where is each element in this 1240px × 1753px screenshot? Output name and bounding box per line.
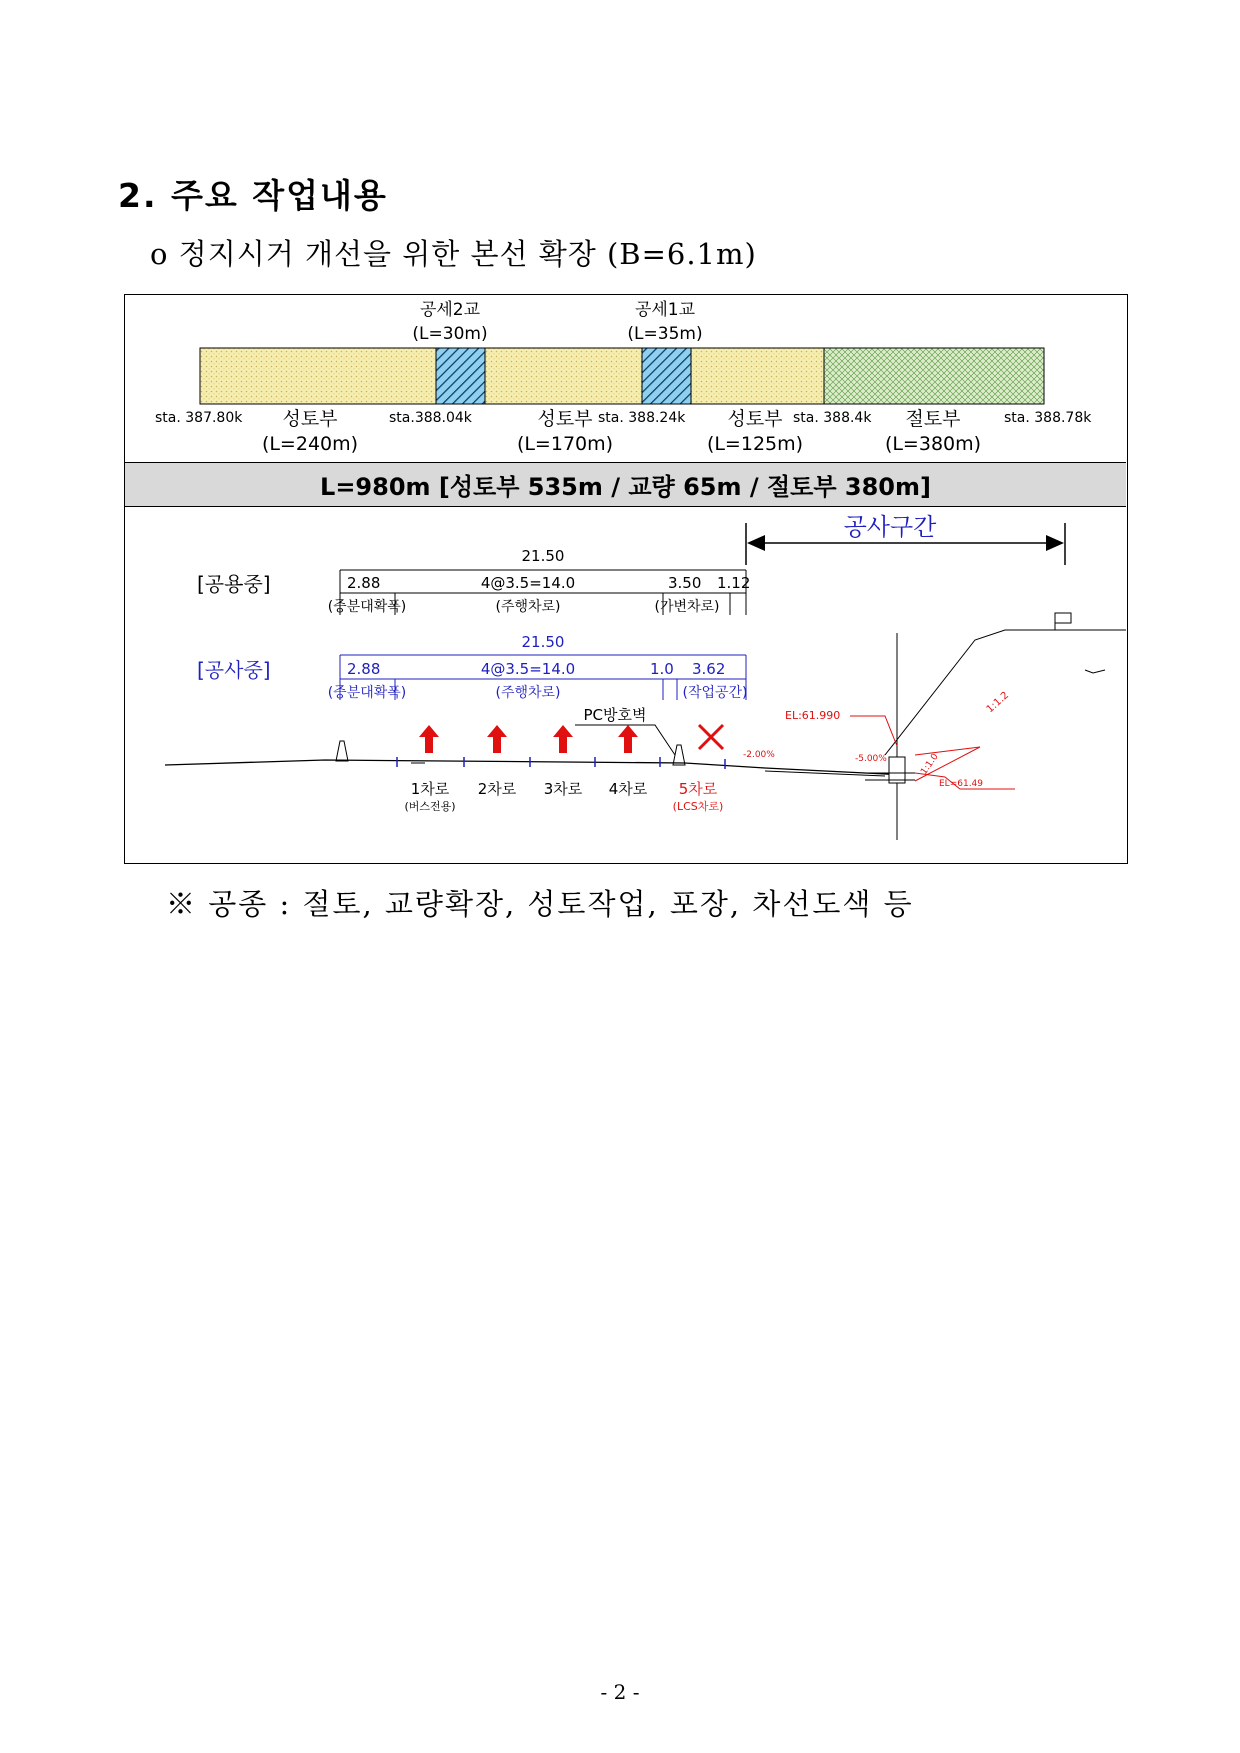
section-heading: 2. 주요 작업내용 (118, 176, 388, 215)
lane-2-arrow-icon (487, 725, 507, 753)
plan-summary: L=980m [성토부 535m / 교량 65m / 절토부 380m] (320, 473, 931, 501)
lane-1-arrow-icon (419, 725, 439, 753)
figure-box (124, 294, 1128, 864)
in-use-median: 2.88 (347, 574, 381, 592)
lane-4-label: 4차로 (608, 780, 648, 798)
station-2: sta.388.04k (389, 410, 472, 426)
work-types-note: ※ 공종 : 절토, 교량확장, 성토작업, 포장, 차선도색 등 (166, 887, 914, 921)
segment-4-length: (L=380m) (884, 433, 982, 455)
bridge1-name: 공세1교 (634, 300, 696, 320)
figure-drawing (125, 295, 1126, 862)
fill-section-1 (200, 348, 436, 404)
road-surface (165, 760, 905, 775)
lane-5-sublabel: (LCS차로) (672, 800, 724, 813)
construction-median-label: (중분대확폭) (327, 685, 407, 701)
flag-icon (1055, 613, 1071, 623)
bridge-section-2 (436, 348, 485, 404)
bullet-text: o 정지시거 개선을 위한 본선 확장 (B=6.1m) (150, 237, 757, 271)
slope-road-label: -2.00% (743, 750, 775, 760)
in-use-label: [공용중] (197, 572, 271, 596)
el-top-label: EL:61.990 (785, 709, 841, 722)
segment-4-name: 절토부 (905, 408, 961, 430)
slope-fill-label: 1:1.0 (919, 752, 941, 777)
lane-1-label: 1차로 (410, 780, 450, 798)
el-bottom-label: EL=61.49 (939, 779, 984, 789)
construction-lanes: 4@3.5=14.0 (480, 660, 576, 678)
in-use-median-label: (중분대확폭) (327, 599, 407, 615)
page-number: - 2 - (600, 1680, 640, 1704)
median-barrier-icon (336, 741, 348, 761)
station-3: sta. 388.24k (598, 410, 686, 426)
segment-2-name: 성토부 (537, 408, 593, 430)
in-use-lanes-label: (주행차로) (495, 599, 561, 615)
barrier-label: PC방호벽 (583, 706, 647, 724)
in-use-variable: 3.50 (668, 574, 702, 592)
lane-arrows (419, 725, 638, 753)
bridge1-length: (L=35m) (627, 324, 703, 344)
lane-3-label: 3차로 (543, 780, 583, 798)
slope-cut-label: 1:1.2 (984, 689, 1012, 716)
plan-summary-band (125, 462, 1126, 507)
slope-shoulder-label: -5.00% (855, 754, 887, 764)
segment-3-name: 성토부 (727, 408, 783, 430)
fill-section-3 (691, 348, 824, 404)
construction-median: 2.88 (347, 660, 381, 678)
lane-1-sublabel: (버스전용) (404, 800, 456, 813)
closed-lane-x-icon (699, 725, 723, 749)
station-1: sta. 387.80k (155, 410, 243, 426)
construction-gap: 1.0 (650, 660, 674, 678)
lane-4-arrow-icon (618, 725, 638, 753)
lane-3-arrow-icon (553, 725, 573, 753)
fill-section-2 (485, 348, 642, 404)
segment-1-length: (L=240m) (261, 433, 359, 455)
bridge2-name: 공세2교 (419, 300, 481, 320)
station-4: sta. 388.4k (793, 410, 872, 426)
construction-work: 3.62 (692, 660, 726, 678)
in-use-variable-label: (가변차로) (654, 599, 720, 615)
in-use-shoulder: 1.12 (717, 574, 751, 592)
station-5: sta. 388.78k (1004, 410, 1092, 426)
construction-work-label: (작업공간) (682, 685, 748, 701)
construction-total: 21.50 (521, 633, 565, 651)
segment-3-length: (L=125m) (706, 433, 804, 455)
in-use-total: 21.50 (521, 547, 565, 565)
segment-2-length: (L=170m) (516, 433, 614, 455)
bridge2-length: (L=30m) (412, 324, 488, 344)
work-zone-label: 공사구간 (843, 513, 937, 541)
cut-section (824, 348, 1044, 404)
construction-lanes-label: (주행차로) (495, 685, 561, 701)
lane-2-label: 2차로 (477, 780, 517, 798)
pc-barrier-icon (673, 745, 685, 765)
lane-5-label: 5차로 (678, 780, 718, 798)
in-use-lanes: 4@3.5=14.0 (480, 574, 576, 592)
construction-label: [공사중] (197, 658, 271, 682)
segment-1-name: 성토부 (282, 408, 338, 430)
pier-icon (889, 757, 905, 783)
bridge-section-1 (642, 348, 691, 404)
